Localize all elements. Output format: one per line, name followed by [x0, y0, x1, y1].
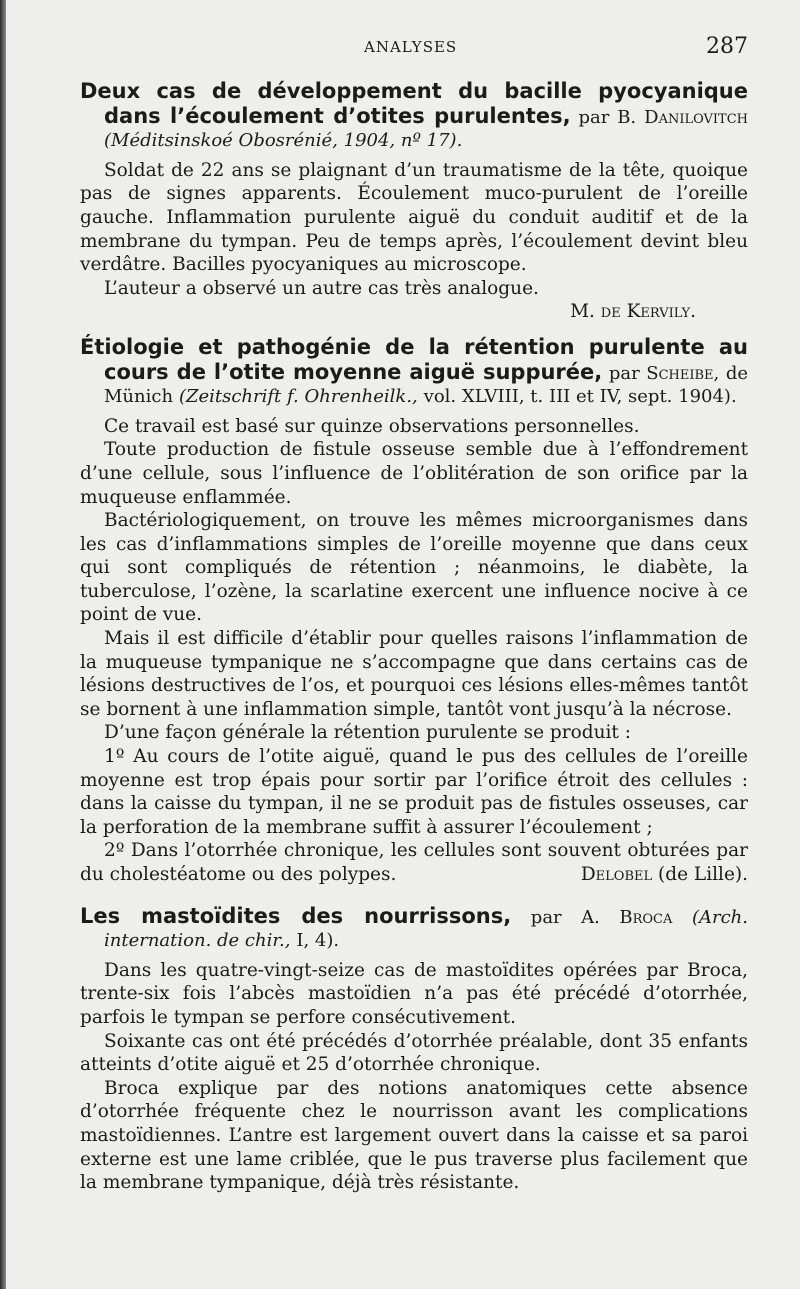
article-1-signature	[80, 300, 748, 324]
article-1-paragraph: L’auteur a observé un autre cas très analogue.	[104, 277, 539, 299]
article-1-title: Deux cas de développement du bacille pyocyanique dans l’écoulement d’otites purulentes,	[80, 79, 748, 128]
article-3-title: Les mastoïdites des nourrissons,	[80, 903, 512, 928]
article-2-paragraph: Mais il est difficile d’établir pour quelles raisons l’inflammation de la muqueuse tympanique ne s’accompagne que dans certains cas de lésions destructives de l’os, et pourquoi ces lésions elles-mêmes tantôt se bornent à une inflammation simple, tantôt vont jusqu’à la nécrose.	[80, 628, 748, 720]
article-2-paragraph-last	[80, 839, 748, 886]
article-3-author: Broca	[619, 906, 673, 928]
article-2-signature	[557, 863, 748, 887]
book-page	[6, 0, 800, 1289]
article-1-signature-initial: M.	[570, 301, 595, 323]
running-title: ANALYSES	[364, 38, 458, 56]
article-2-title: Étiologie et pathogénie de la rétention purulente au cours de l’otite moyenne aiguë suppurée,	[80, 334, 748, 384]
article-1-author: Danilovitch	[644, 106, 749, 128]
article-3-source-journal: (Arch. internation. de chir.,	[104, 906, 748, 952]
article-3-heading	[80, 905, 748, 953]
article-2-signature-place: (de Lille).	[658, 864, 748, 885]
article-2-byline-prefix: par	[608, 362, 640, 384]
page-body	[80, 80, 748, 1195]
article-1-byline-prefix: par B.	[578, 106, 637, 128]
article-3-source-details: I, 4).	[296, 930, 340, 952]
article-3-paragraph: Dans les quatre-vingt-seize cas de mastoïdites opérées par Broca, trente-six fois l’abcès mastoïdien n’a pas été précédé d’otorrhée, parfois le tympan se perfore consécutivement.	[80, 959, 748, 1028]
article-1-source: (Méditsinskoé Obosrénié, 1904, nº 17).	[104, 130, 463, 152]
article-2-source-details: vol. XLVIII, t. III et IV, sept. 1904).	[423, 386, 737, 408]
article-3-paragraph: Soixante cas ont été précédés d’otorrhée préalable, dont 35 enfants atteints d’otite aiguë et 25 d’otorrhée chronique.	[80, 1030, 748, 1076]
article-1-heading	[80, 80, 748, 153]
article-2-paragraph: Bactériologiquement, on trouve les mêmes microorganismes dans les cas d’inflammations simples de l’oreille moyenne que dans ceux qui sont compliqués de rétention ; néanmoins, le diabète, la tuberculose, l’ozène, la scarlatine exercent une influence nocive à ce point de vue.	[80, 510, 748, 626]
article-2-source-journal: (Zeitschrift f. Ohrenheilk.,	[178, 386, 418, 408]
article-2-paragraph: D’une façon générale la rétention purulente se produit :	[104, 722, 631, 744]
article-2-signature-name: Delobel	[580, 864, 653, 885]
article-2-paragraph: Toute production de fistule osseuse semble due à l’effondrement d’une cellule, sous l’influence de l’oblitération de son orifice par la muqueuse enflammée.	[80, 439, 748, 508]
article-3-paragraph: Broca explique par des notions anatomiques cette absence d’otorrhée fréquente chez le nourrisson avant les complications mastoïdiennes. L’antre est largement ouvert dans la caisse et sa paroi externe est une lame criblée, que le pus traverse plus facilement que la membrane tympanique, déjà très résistante.	[80, 1077, 748, 1194]
article-1-signature-name: de Kervily.	[600, 301, 696, 323]
running-head	[6, 34, 800, 60]
article-3-byline-prefix: par A.	[530, 906, 600, 928]
article-1-paragraph: Soldat de 22 ans se plaignant d’un traumatisme de la tête, quoique pas de signes apparents. Écoulement muco-purulent de l’oreille gauche. Inflammation purulente aiguë du conduit auditif et de la membrane du tympan. Peu de temps après, l’écoulement devint bleu verdâtre. Bacilles pyocyaniques au microscope.	[80, 159, 748, 276]
page-number: 287	[706, 34, 748, 59]
article-2-paragraph-text: 2º Dans l’otorrhée chronique, les cellules sont souvent obturées par du cholestéatome ou des polypes.	[80, 840, 748, 885]
article-2-paragraph: Ce travail est basé sur quinze observations personnelles.	[104, 415, 640, 437]
article-2-heading	[80, 336, 748, 409]
article-2-author: Scheibe,	[646, 362, 720, 384]
article-2-paragraph: 1º Au cours de l’otite aiguë, quand le pus des cellules de l’oreille moyenne est trop épais pour sortir par l’orifice étroit des cellules : dans la caisse du tympan, il ne se produit pas de fistules osseuses, car la perforation de la membrane suffit à assurer l’écoulement ;	[80, 746, 748, 838]
article-2-byline-place: de Münich	[104, 362, 748, 408]
